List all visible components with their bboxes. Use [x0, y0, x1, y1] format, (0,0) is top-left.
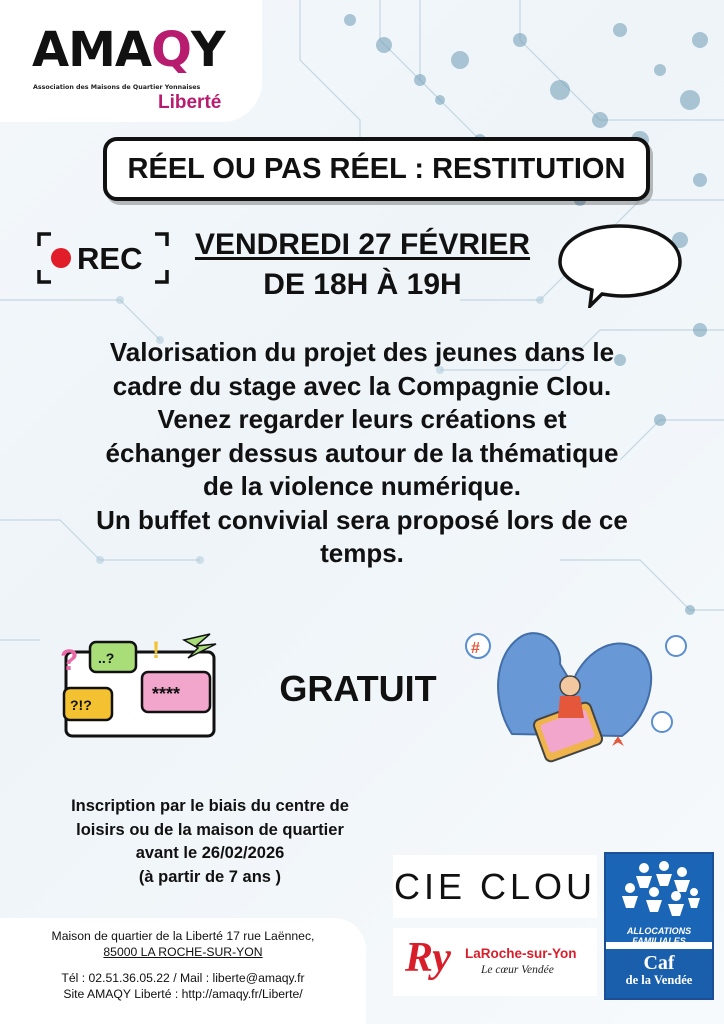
- event-title-box: [103, 137, 650, 201]
- clou-logo-text: CIE CLOU: [393, 865, 597, 907]
- description-line: de la violence numérique.: [203, 471, 521, 501]
- inscription-line: avant le 26/02/2026: [135, 844, 285, 862]
- event-time: DE 18H À 19H: [263, 268, 462, 301]
- person-icon: [560, 676, 580, 696]
- hands-heart-phone-illustration: [462, 624, 692, 764]
- roche-tagline: Le cœur Vendée: [481, 964, 554, 976]
- roche-mark: Ry: [405, 935, 451, 981]
- bubble-text: ****: [152, 684, 181, 704]
- caf-department: de la Vendée: [625, 973, 693, 987]
- description-line: Valorisation du projet des jeunes dans le: [109, 337, 615, 367]
- mail-icon: [652, 712, 672, 732]
- description-line: cadre du stage avec la Compagnie Clou.: [112, 370, 612, 401]
- amaqy-logo: [0, 0, 262, 122]
- contact-card: [0, 918, 366, 1024]
- logo-wordmark: [32, 22, 225, 78]
- bubble-text: ..?: [98, 650, 115, 666]
- description-line: temps.: [320, 538, 404, 568]
- rec-label: REC: [77, 241, 143, 276]
- event-title: RÉEL OU PAS RÉEL : RESTITUTION: [127, 152, 626, 185]
- inscription-info: [30, 795, 390, 889]
- bubble-text: ?!?: [70, 697, 92, 713]
- inscription-line: loisirs ou de la maison de quartier: [76, 820, 344, 839]
- question-mark-icon: ?: [60, 644, 79, 677]
- caf-allocations: ALLOCATIONS FAMILIALES: [626, 926, 692, 946]
- rec-badge: [37, 232, 169, 284]
- event-description: [30, 336, 694, 571]
- description-line: échanger dessus autour de la thématique: [105, 437, 619, 468]
- la-roche-sur-yon-logo: [393, 928, 597, 996]
- roche-name: LaRoche-sur-Yon: [465, 946, 577, 961]
- logo-district: Liberté: [158, 92, 222, 113]
- caf-vendee-logo: [604, 852, 714, 1000]
- caf-label-block: [606, 949, 712, 998]
- address-city: 85000 LA ROCHE-SUR-YON: [103, 945, 263, 959]
- settings-icon: [666, 636, 686, 656]
- address-line: Maison de quartier de la Liberté 17 rue Laënnec,: [51, 929, 315, 943]
- chat-bubbles-illustration: [56, 630, 226, 742]
- inscription-line: (à partir de 7 ans ): [138, 867, 282, 886]
- star-icon: [612, 736, 624, 746]
- hashtag-icon: #: [471, 640, 480, 657]
- inscription-line: Inscription par le biais du centre de: [71, 797, 349, 815]
- caf-word: Caf: [643, 952, 675, 974]
- price-label: GRATUIT: [279, 668, 437, 709]
- description-line: Un buffet convivial sera proposé lors de ce: [96, 504, 628, 535]
- logo-subtitle: Association des Maisons de Quartier Yonnaises: [33, 84, 201, 91]
- speech-bubble-icon: [556, 222, 684, 308]
- contact-phone-mail: Tél : 02.51.36.05.22 / Mail : liberte@amaqy.fr: [61, 971, 305, 985]
- exclamation-icon: !: [152, 637, 160, 664]
- contact-website: Site AMAQY Liberté : http://amaqy.fr/Liberte/: [63, 987, 303, 1001]
- description-line: Venez regarder leurs créations et: [157, 404, 567, 434]
- family-figures-icon: [606, 854, 712, 926]
- event-date: VENDREDI 27 FÉVRIER: [194, 228, 531, 261]
- cie-clou-logo: [393, 855, 597, 918]
- record-dot-icon: [51, 248, 71, 268]
- logo-word: AMAQY: [32, 22, 225, 78]
